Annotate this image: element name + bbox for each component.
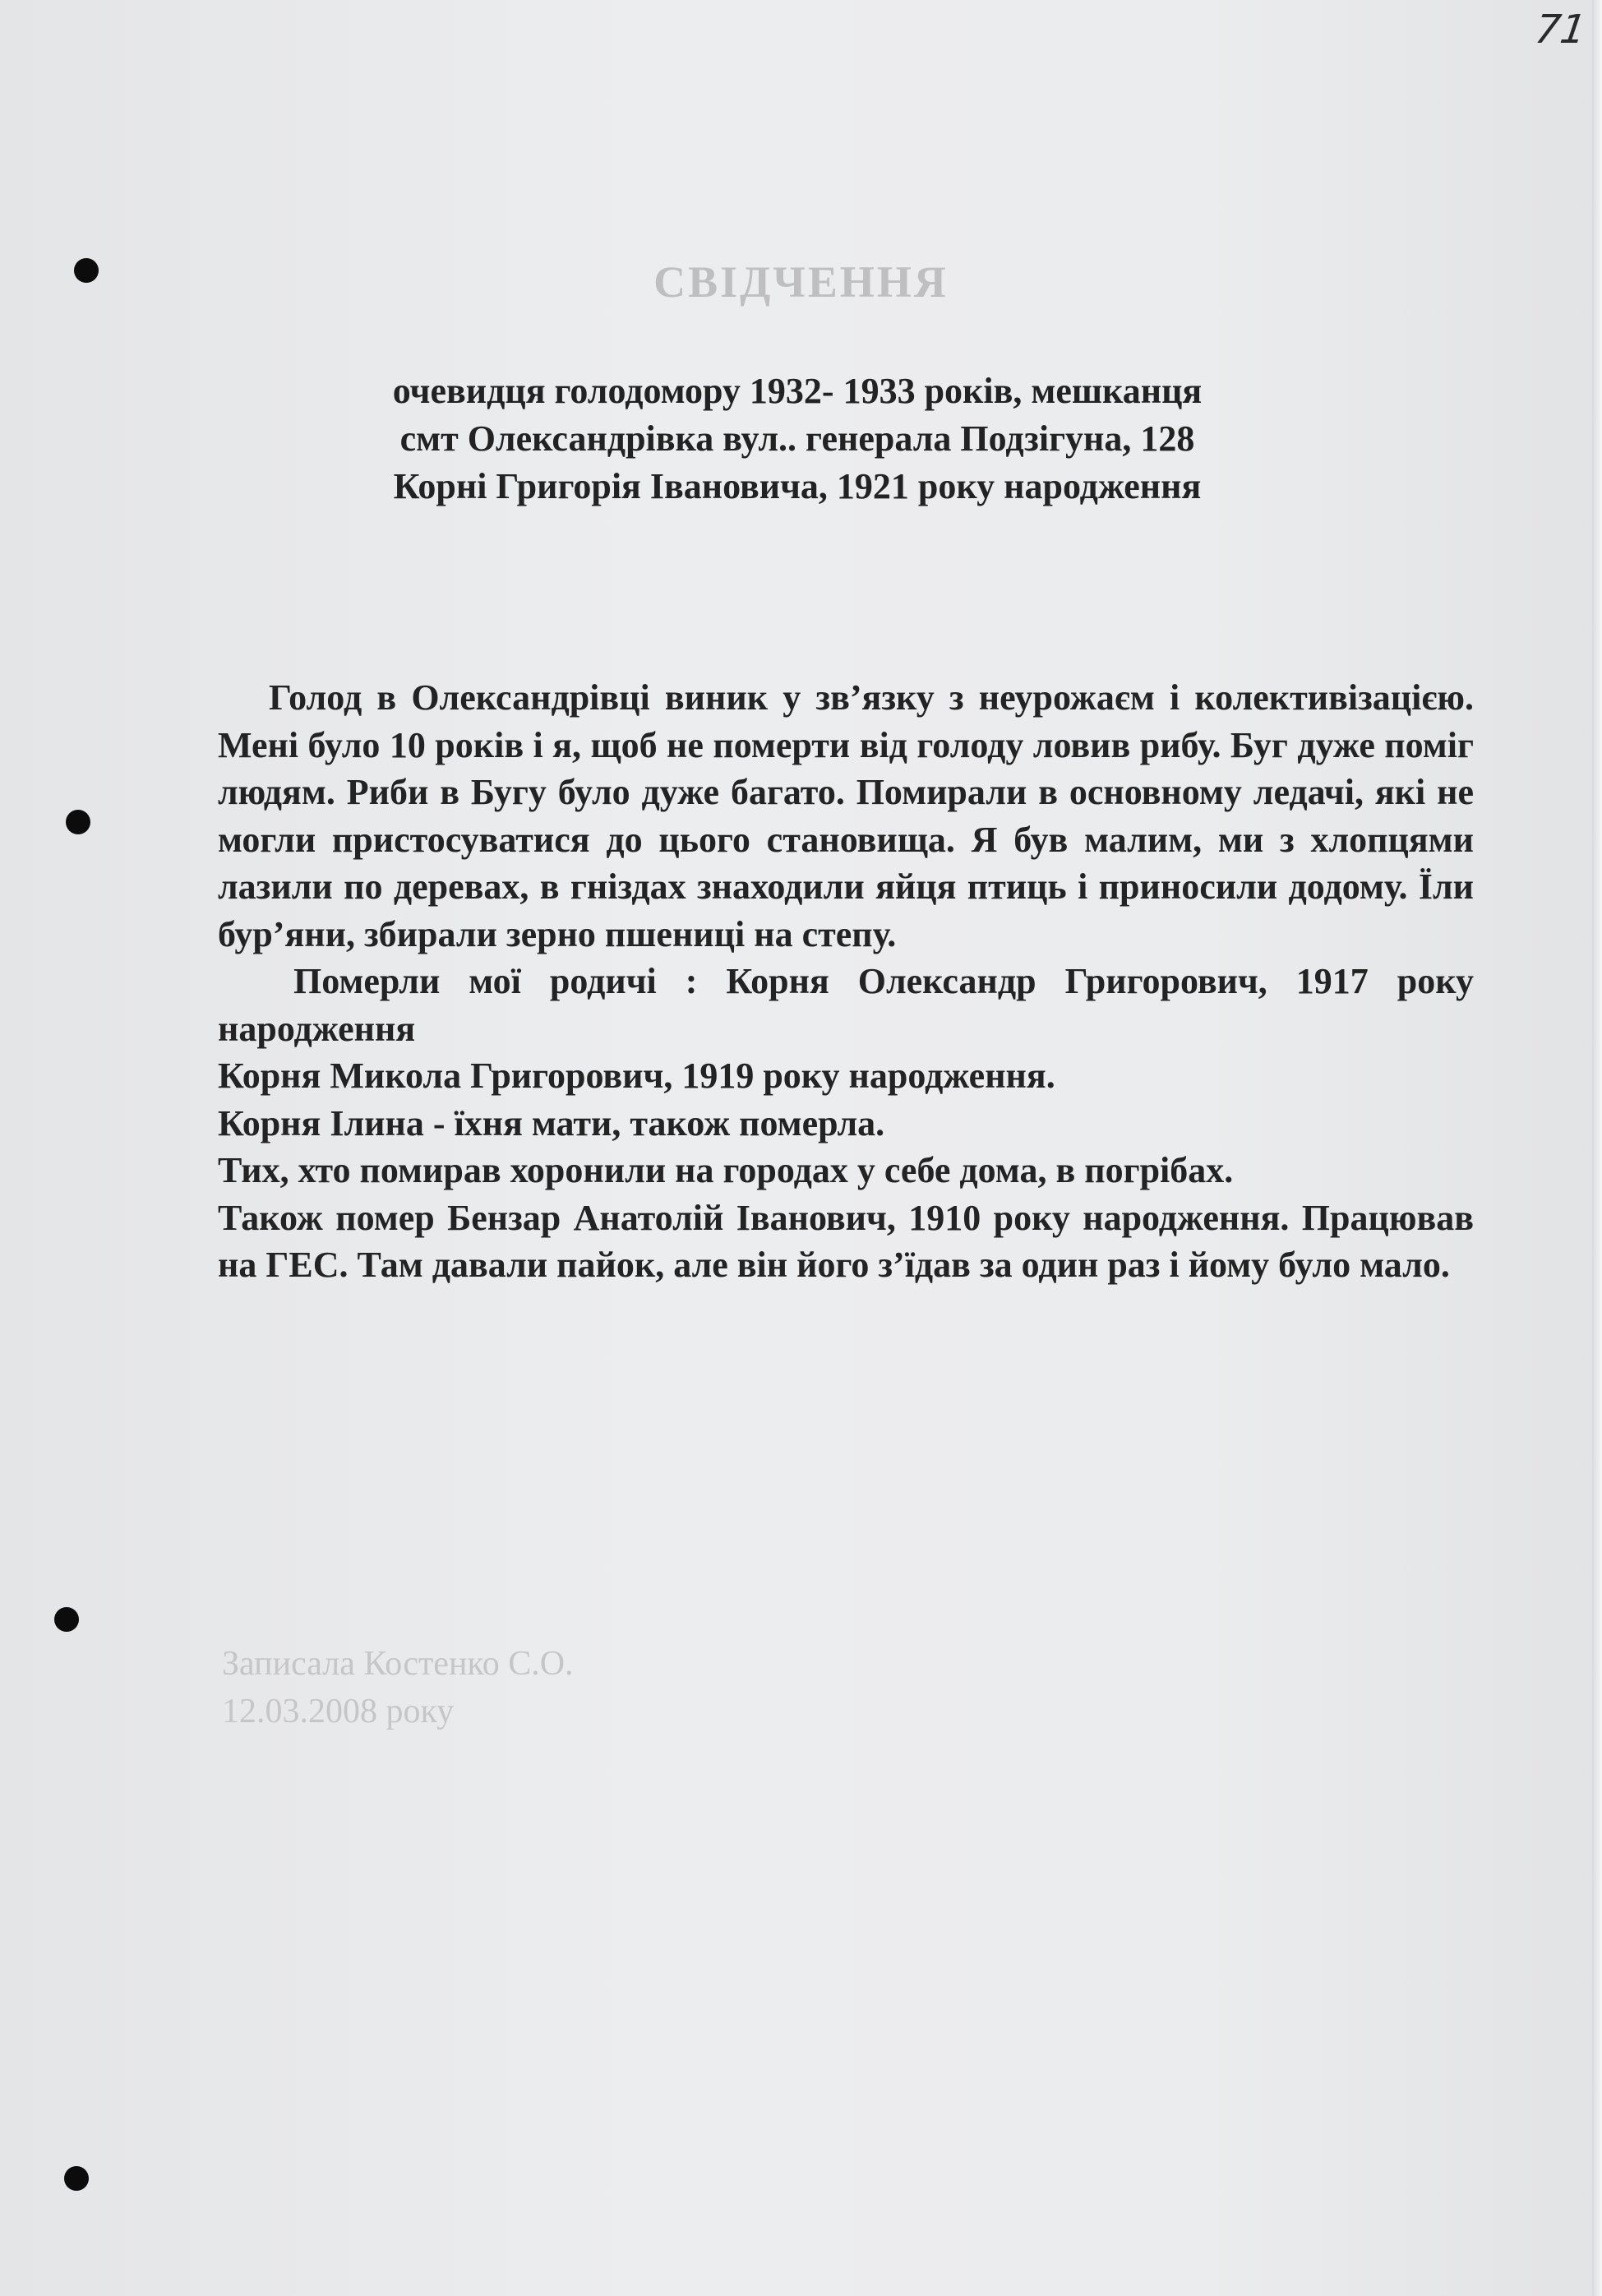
subtitle-line: смт Олександрівка вул.. генерала Подзігуна, 128 — [399, 418, 1195, 459]
document-title: СВІДЧЕННЯ — [653, 257, 949, 307]
page-number: 71 — [1532, 7, 1590, 53]
testimony-body — [218, 674, 1474, 1289]
recorded-by: Записала Костенко С.О. — [222, 1645, 574, 1683]
page-edge — [1592, 0, 1602, 2296]
document-subtitle — [247, 367, 1348, 510]
testimony-paragraph: Голод в Олександрівці виник у зв’язку з неурожаєм і колективізацією. Мені було 10 років і я, щоб не померти від голоду ловив рибу. Буг дуже поміг людям. Риби в Бугу було дуже багато. Помирали в основному ледачі, які не могли пристосуватися до цього становища. Я був малим, ми з хлопцями лазили по деревах, в гніздах знаходили яйця птиць і приносили додому. Їли бур’яни, збирали зерно пшениці на степу. — [218, 677, 1474, 954]
testimony-paragraph: Корня Ілина - їхня мати, також померла. — [218, 1102, 885, 1143]
testimony-paragraph: Тих, хто помирав хоронили на городах у себе дома, в погрібах. — [218, 1150, 1234, 1190]
testimony-paragraph: Також помер Бензар Анатолій Іванович, 1910 року народження. Працював на ГЕС. Там давали пайок, але він його з’їдав за один раз і йому було мало. — [218, 1197, 1474, 1285]
signature-block — [222, 1640, 574, 1735]
record-date: 12.03.2008 року — [222, 1693, 455, 1730]
testimony-paragraph: Корня Микола Григорович, 1919 року народження. — [218, 1056, 1055, 1096]
subtitle-line: очевидця голодомору 1932- 1933 років, мешканця — [392, 371, 1203, 411]
subtitle-line: Корні Григорія Івановича, 1921 року народження — [393, 466, 1202, 506]
punch-hole — [54, 1607, 79, 1632]
punch-hole — [66, 810, 90, 834]
punch-hole — [64, 2166, 89, 2191]
testimony-paragraph: Померли мої родичі : Корня Олександр Григорович, 1917 року народження — [218, 961, 1474, 1049]
